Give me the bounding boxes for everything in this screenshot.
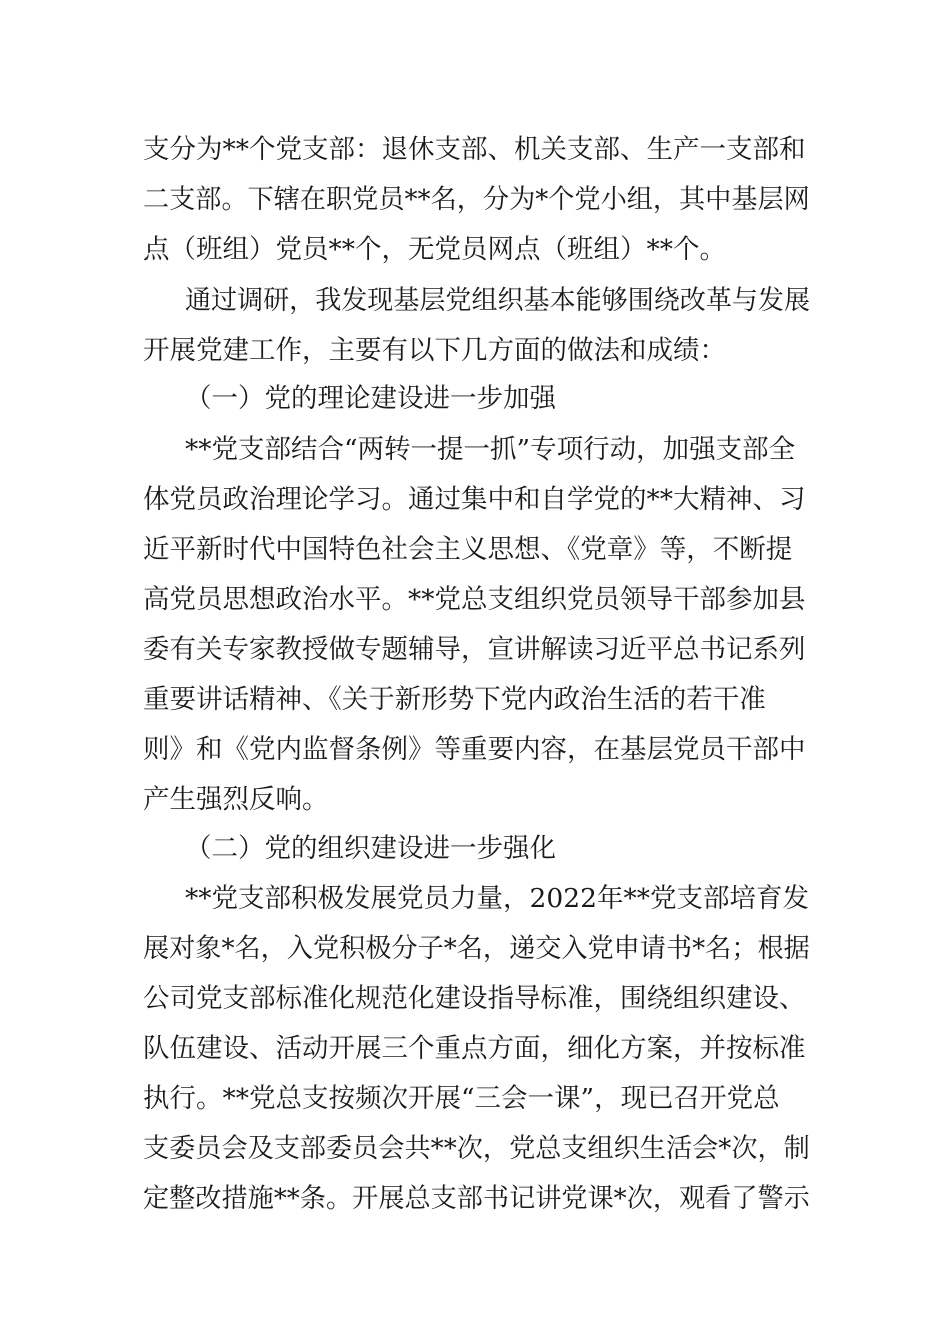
text-line: 定整改措施**条。开展总支部书记讲党课*次，观看了警示 [143, 1183, 810, 1214]
text-line: 通过调研，我发现基层党组织基本能够围绕改革与发展 [185, 285, 810, 316]
text-line: **党支部积极发展党员力量，2022年**党支部培育发 [185, 883, 809, 914]
text-line: 高党员思想政治水平。**党总支组织党员领导干部参加县 [143, 584, 806, 615]
text-line: 体党员政治理论学习。通过集中和自学党的**大精神、习 [143, 484, 806, 515]
text-line: 支分为**个党支部：退休支部、机关支部、生产一支部和 [143, 134, 806, 165]
text-line: 重要讲话精神、《关于新形势下党内政治生活的若干准 [143, 684, 766, 715]
text-line: 近平新时代中国特色社会主义思想、《党章》等，不断提 [143, 534, 793, 565]
section-heading: （一）党的理论建设进一步加强 [185, 383, 556, 414]
text-line: **党支部结合“两转一提一抓”专项行动，加强支部全 [185, 434, 796, 465]
text-line: 展对象*名，入党积极分子*名，递交入党申请书*名；根据 [143, 933, 810, 964]
text-line: 执行。**党总支按频次开展“三会一课”，现已召开党总 [143, 1083, 780, 1114]
text-line: 队伍建设、活动开展三个重点方面，细化方案，并按标准 [143, 1033, 806, 1064]
text-line: 支委员会及支部委员会共**次，党总支组织生活会*次，制 [143, 1133, 810, 1164]
text-line: 点（班组）党员**个，无党员网点（班组）**个。 [143, 234, 726, 265]
text-line: 委有关专家教授做专题辅导，宣讲解读习近平总书记系列 [143, 634, 806, 665]
text-line: 则》和《党内监督条例》等重要内容，在基层党员干部中 [143, 734, 806, 765]
text-line: 产生强烈反响。 [143, 784, 329, 815]
text-line: 开展党建工作，主要有以下几方面的做法和成绩： [143, 335, 726, 366]
section-heading: （二）党的组织建设进一步强化 [185, 833, 556, 864]
text-line: 公司党支部标准化规范化建设指导标准，围绕组织建设、 [143, 983, 806, 1014]
text-line: 二支部。下辖在职党员**名，分为*个党小组，其中基层网 [143, 184, 810, 215]
